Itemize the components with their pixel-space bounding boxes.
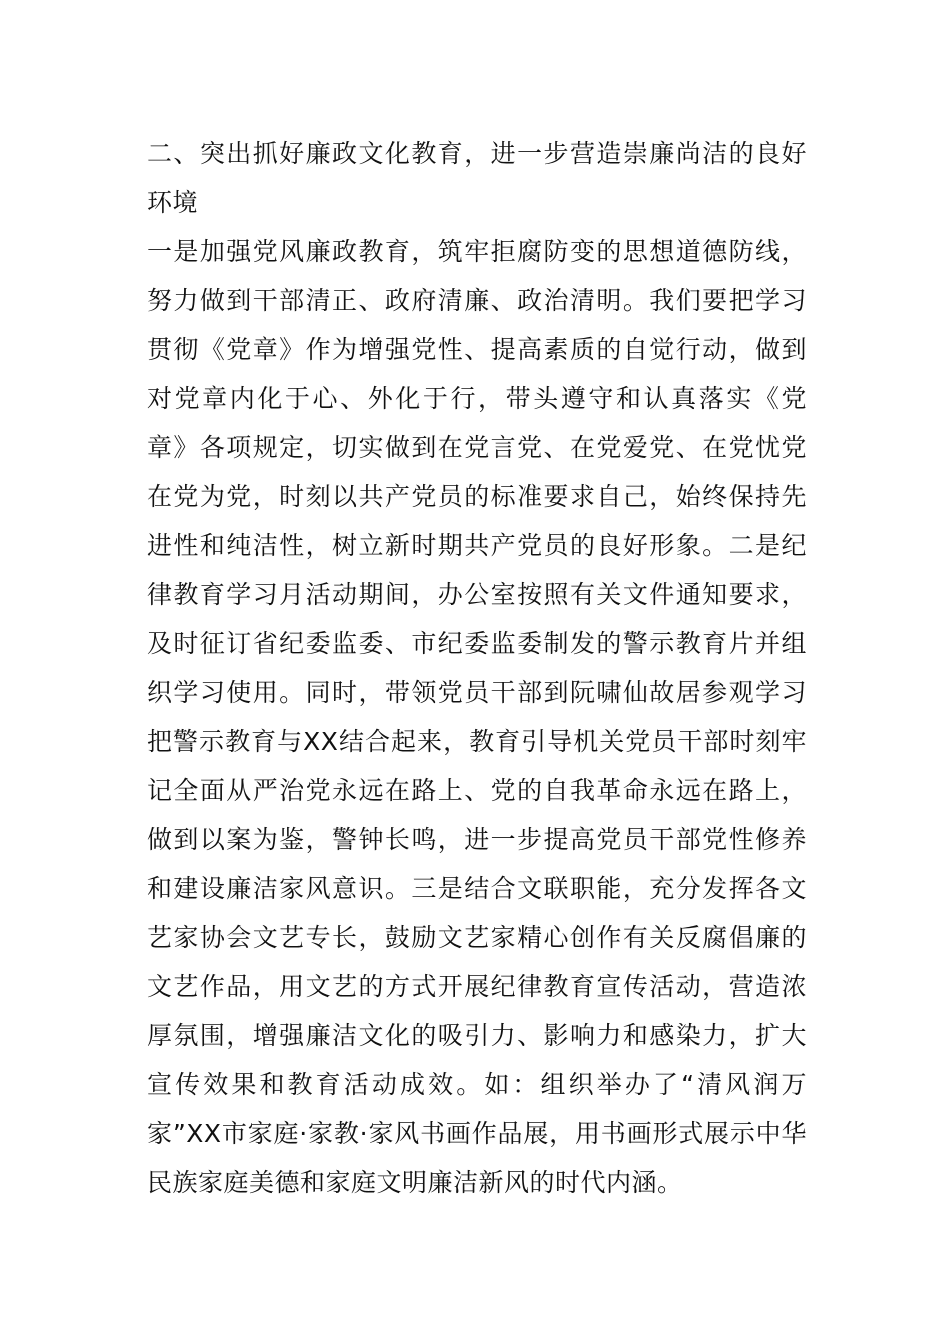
paragraph-line: 织学习使用。同时，带领党员干部到阮啸仙故居参观学习 [147,678,807,707]
section-heading-line-1: 二、突出抓好廉政文化教育，进一步营造崇廉尚洁的良好 [147,139,807,168]
paragraph-line: 艺家协会文艺专长，鼓励文艺家精心创作有关反腐倡廉的 [147,923,807,952]
paragraph-line: 做到以案为鉴，警钟长鸣，进一步提高党员干部党性修养 [147,825,807,854]
paragraph-line: 进性和纯洁性，树立新时期共产党员的良好形象。二是纪 [147,531,807,560]
document-body [147,129,807,1207]
paragraph-line: 厚氛围，增强廉洁文化的吸引力、影响力和感染力，扩大 [147,1021,807,1050]
paragraph-line: 及时征订省纪委监委、市纪委监委制发的警示教育片并组 [147,629,807,658]
paragraph-line: 对党章内化于心、外化于行，带头遵守和认真落实《党 [147,384,807,413]
paragraph-line: 把警示教育与XX结合起来，教育引导机关党员干部时刻牢 [147,727,807,756]
paragraph-line: 章》各项规定，切实做到在党言党、在党爱党、在党忧党 [147,433,807,462]
paragraph-line: 在党为党，时刻以共产党员的标准要求自己，始终保持先 [147,482,807,511]
paragraph-line: 努力做到干部清正、政府清廉、政治清明。我们要把学习 [147,286,807,315]
section-heading-line-2: 环境 [147,188,199,217]
paragraph-line: 宣传效果和教育活动成效。如：组织举办了“清风润万 [147,1070,807,1099]
paragraph-line: 记全面从严治党永远在路上、党的自我革命永远在路上， [147,776,807,805]
paragraph-line: 和建设廉洁家风意识。三是结合文联职能，充分发挥各文 [147,874,807,903]
paragraph-line: 一是加强党风廉政教育，筑牢拒腐防变的思想道德防线， [147,237,807,266]
paragraph-line: 律教育学习月活动期间，办公室按照有关文件通知要求， [147,580,807,609]
paragraph-line: 家”XX市家庭·家教·家风书画作品展，用书画形式展示中华 [147,1119,807,1148]
paragraph-line: 贯彻《党章》作为增强党性、提高素质的自觉行动，做到 [147,335,807,364]
paragraph-line: 文艺作品，用文艺的方式开展纪律教育宣传活动，营造浓 [147,972,807,1001]
paragraph-line-last: 民族家庭美德和家庭文明廉洁新风的时代内涵。 [147,1168,683,1197]
